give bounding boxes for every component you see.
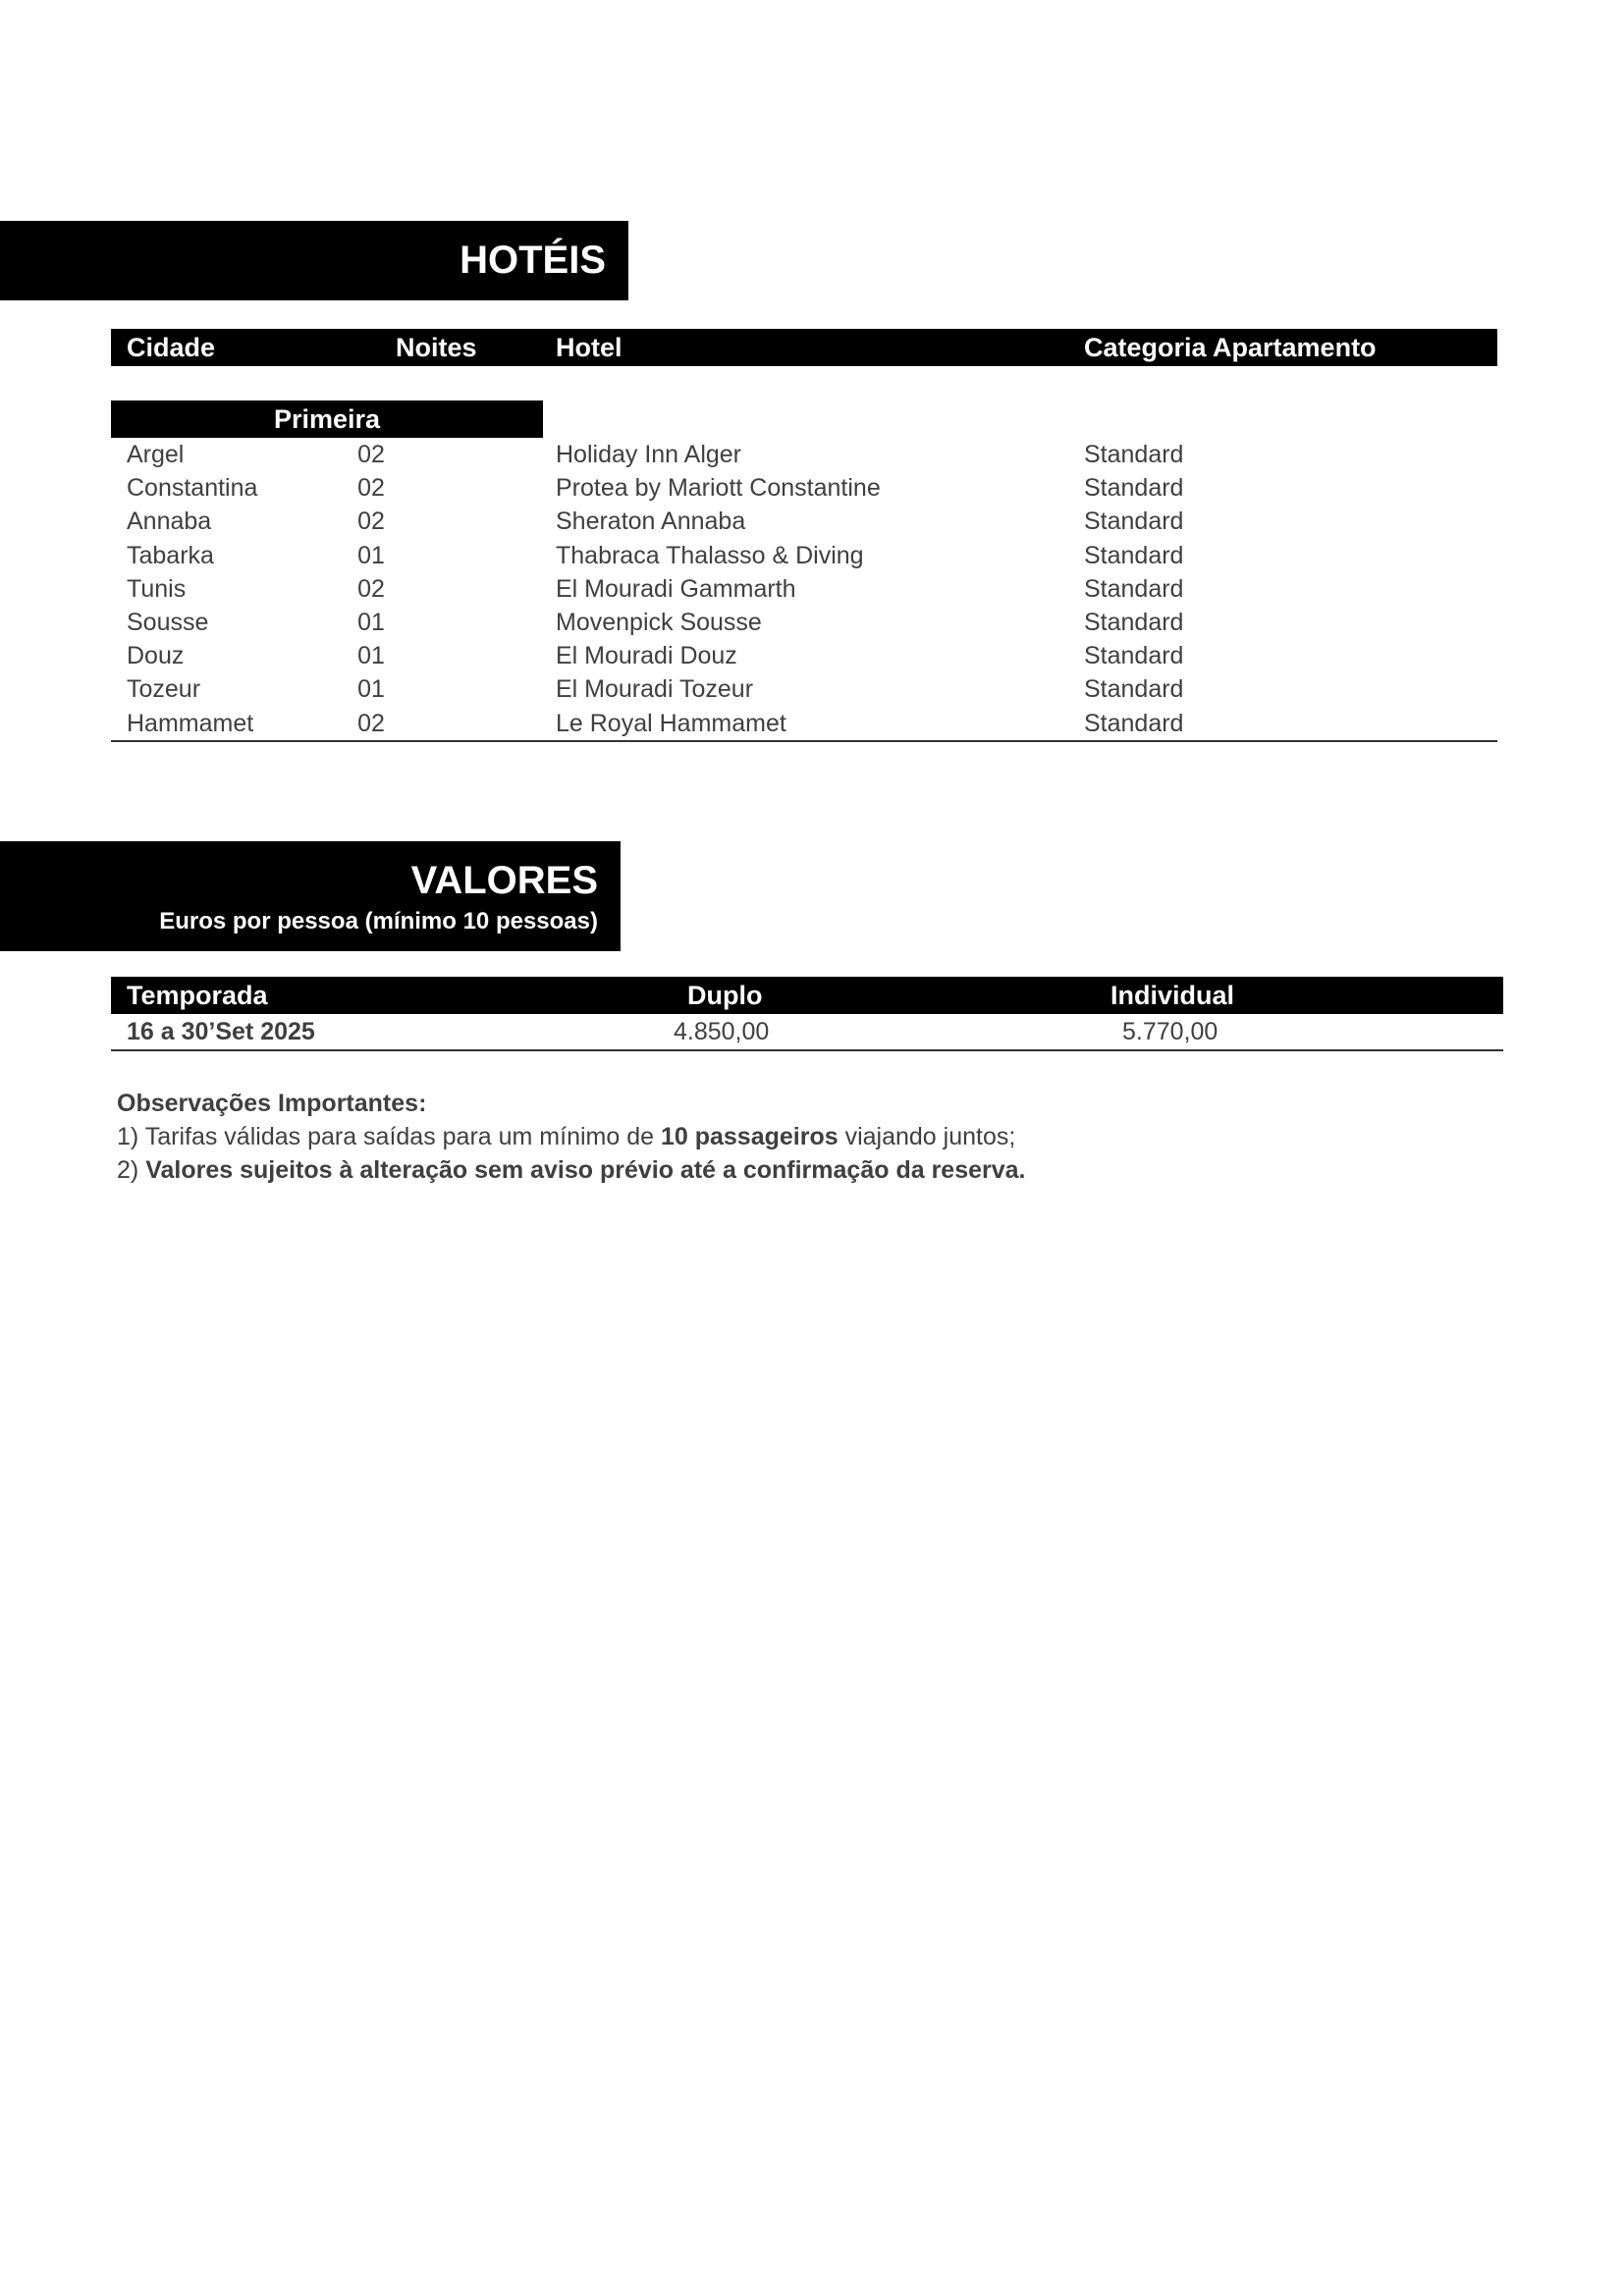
cell-nights: 02 [357,474,385,503]
cell-hotel: Protea by Mariott Constantine [556,474,881,503]
cell-city: Annaba [127,507,212,536]
col-noites: Noites [396,333,477,362]
hotels-table-body [111,438,1497,740]
cell-category: Standard [1084,675,1184,704]
col-temporada: Temporada [127,981,268,1010]
cell-nights: 01 [357,608,385,636]
cell-nights: 01 [357,675,385,704]
hoteis-banner [0,221,628,300]
table-row [111,639,1497,672]
col-cidade: Cidade [127,333,216,362]
col-categoria: Categoria Apartamento [1084,333,1377,362]
cell-category: Standard [1084,541,1184,569]
table-row [111,606,1497,639]
valores-title: VALORES [410,859,598,902]
cell-category: Standard [1084,709,1184,737]
cell-single: 5.770,00 [1122,1018,1218,1045]
table-row [111,505,1497,538]
cell-city: Douz [127,642,185,670]
note-1-prefix: 1) Tarifas válidas para saídas para um mínimo de [117,1123,661,1150]
tier-header: Primeira [111,400,543,438]
hotels-table-header [111,329,1497,366]
cell-city: Tabarka [127,541,214,569]
cell-city: Sousse [127,608,209,636]
cell-hotel: El Mouradi Douz [556,642,737,670]
prices-table-header [111,977,1503,1014]
cell-city: Constantina [127,474,258,503]
col-duplo: Duplo [687,981,763,1010]
hotels-table-divider [111,740,1497,742]
cell-hotel: Sheraton Annaba [556,507,746,536]
cell-season: 16 a 30’Set 2025 [127,1018,315,1045]
cell-category: Standard [1084,441,1184,468]
cell-hotel: El Mouradi Gammarth [556,574,796,603]
valores-subtitle: Euros por pessoa (mínimo 10 pessoas) [159,908,598,934]
cell-city: Hammamet [127,709,254,737]
table-row [111,572,1497,606]
cell-hotel: Le Royal Hammamet [556,709,786,737]
cell-category: Standard [1084,642,1184,670]
col-hotel: Hotel [556,333,623,362]
cell-nights: 01 [357,541,385,569]
cell-category: Standard [1084,474,1184,503]
table-row [111,539,1497,572]
table-row [111,1014,1503,1049]
note-2-prefix: 2) [117,1156,146,1184]
cell-city: Argel [127,441,185,468]
cell-hotel: Movenpick Sousse [556,608,762,636]
valores-banner [0,841,621,951]
col-individual: Individual [1110,981,1235,1010]
notes-section [117,1087,1026,1187]
cell-hotel: Thabraca Thalasso & Diving [556,541,864,569]
cell-nights: 01 [357,642,385,670]
notes-title: Observações Importantes: [117,1090,427,1117]
cell-category: Standard [1084,507,1184,536]
prices-table-divider [111,1049,1503,1051]
cell-category: Standard [1084,608,1184,636]
cell-hotel: El Mouradi Tozeur [556,675,754,704]
cell-nights: 02 [357,507,385,536]
note-1-suffix: viajando juntos; [838,1123,1016,1150]
table-row [111,707,1497,740]
cell-city: Tunis [127,574,187,603]
cell-nights: 02 [357,709,385,737]
table-row [111,672,1497,706]
cell-double: 4.850,00 [674,1018,770,1045]
hoteis-title: HOTÉIS [460,239,606,282]
note-2-bold: Valores sujeitos à alteração sem aviso prévio até a confirmação da reserva. [145,1156,1026,1184]
cell-hotel: Holiday Inn Alger [556,441,742,468]
cell-city: Tozeur [127,675,201,704]
cell-nights: 02 [357,441,385,468]
note-line-2 [117,1153,1026,1187]
note-line-1 [117,1120,1026,1153]
cell-nights: 02 [357,574,385,603]
cell-category: Standard [1084,574,1184,603]
table-row [111,471,1497,505]
table-row [111,438,1497,471]
note-1-bold: 10 passageiros [660,1123,839,1150]
